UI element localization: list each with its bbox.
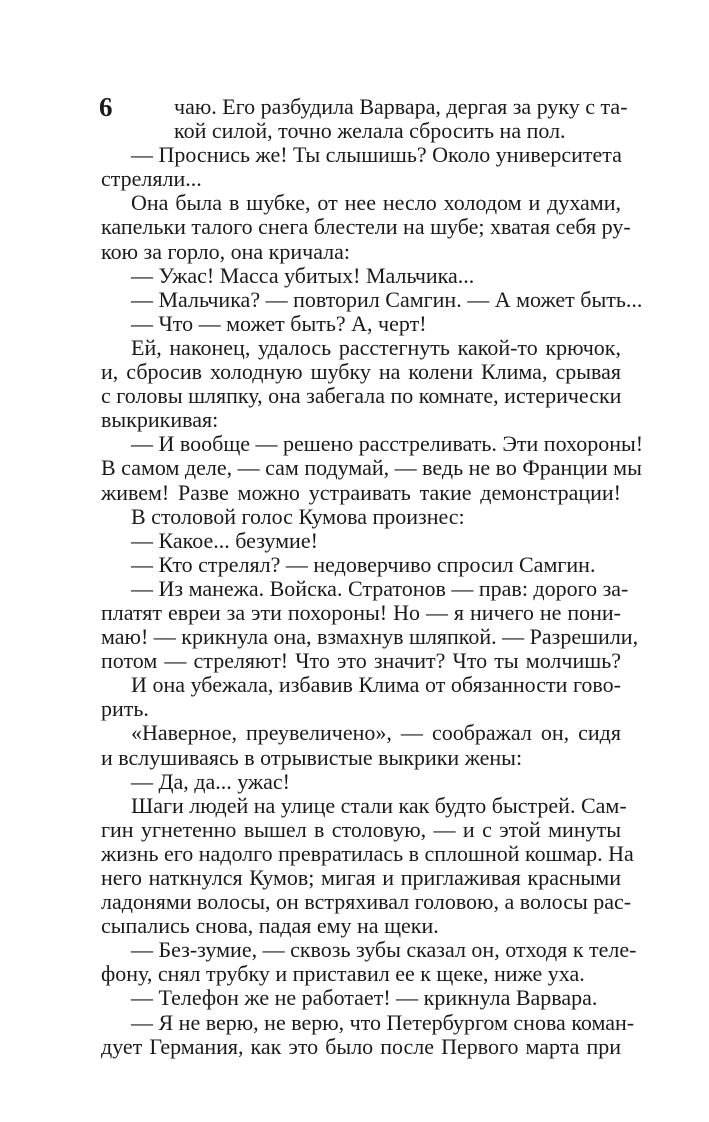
text-line: маю! — крикнула она, взмахнув шляпкой. — Разрешили, (101, 624, 639, 650)
text-line: сыпались снова, падая ему на щеки. (101, 913, 439, 939)
text-line: фону, снял трубку и приставил ее к щеке, ниже уха. (101, 961, 585, 987)
text-line: с головы шляпку, она забегала по комнате, истерически (101, 383, 622, 409)
text-line: В самом деле, — сам подумай, — ведь не во Франции мы (101, 455, 642, 481)
body-text (101, 94, 644, 1059)
text-line: жизнь его надолго превратилась в сплошной кошмар. На (101, 840, 634, 866)
text-line: — Ужас! Масса убитых! Мальчика... (131, 262, 475, 288)
text-line: — Без-зумие, — сквозь зубы сказал он, отходя к теле- (131, 937, 637, 963)
text-line: кою за горло, она кричала: (101, 238, 351, 264)
text-line: и вслушиваясь в отрывистые выкрики жены: (101, 744, 523, 770)
text-line: — Я не верю, не верю, что Петербургом снова коман- (131, 1009, 635, 1035)
text-line: живем! Разве можно устраивать такие демонстрации! (101, 479, 621, 505)
text-line: капельки талого снега блестели на шубе; хватая себя ру- (101, 214, 631, 240)
text-line: — Из манежа. Войска. Стратонов — прав: дорого за- (131, 575, 629, 601)
text-line: И она убежала, избавив Клима от обязанности гово- (131, 672, 621, 698)
text-line: него наткнулся Кумов; мигая и приглаживая красными (101, 865, 621, 890)
text-line: — Мальчика? — повторил Самгин. — А может быть... (131, 286, 643, 312)
text-line: дует Германия, как это было после Первого марта при (101, 1033, 621, 1059)
text-line: — Да, да... ужас! (131, 768, 290, 794)
text-line: Она была в шубке, от нее несло холодом и духами, (131, 190, 621, 216)
text-line: выкрикивая: (101, 407, 219, 433)
text-line: стреляли... (101, 166, 202, 192)
text-line: — Какое... безумие! (131, 527, 318, 553)
text-line: и, сбросив холодную шубку на колени Клима, срывая (101, 359, 621, 385)
text-line: — И вообще — решено расстреливать. Эти похороны! (131, 431, 644, 457)
text-line: рить. (101, 696, 149, 722)
text-line: «Наверное, преувеличено», — соображал он, сидя (131, 720, 621, 746)
text-line: В столовой голос Кумова произнес: (131, 503, 465, 529)
text-line: — Кто стрелял? — недоверчиво спросил Самгин. (131, 551, 596, 577)
text-line: кой силой, точно желала сбросить на пол. (174, 118, 566, 144)
text-line: ладонями волосы, он встряхивал головою, а волосы рас- (101, 889, 632, 915)
text-line: — Проснись же! Ты слышишь? Около университета (131, 142, 622, 168)
text-line: — Что — может быть? А, черт! (131, 310, 427, 336)
text-line: гин угнетенно вышел в столовую, — и с этой минуты (101, 816, 621, 842)
page-number: 6 (99, 92, 113, 122)
text-line: Ей, наконец, удалось расстегнуть какой-то крючок, (131, 334, 621, 360)
text-line: платят евреи за эти похороны! Но — я ничего не пони- (101, 599, 621, 625)
text-line: Шаги людей на улице стали как будто быстрей. Сам- (131, 792, 627, 818)
text-line: потом — стреляют! Что это значит? Что ты молчишь? (101, 648, 621, 674)
text-line: — Телефон же не работает! — крикнула Варвара. (131, 985, 598, 1011)
text-line: чаю. Его разбудила Варвара, дергая за руку с та- (174, 94, 628, 119)
